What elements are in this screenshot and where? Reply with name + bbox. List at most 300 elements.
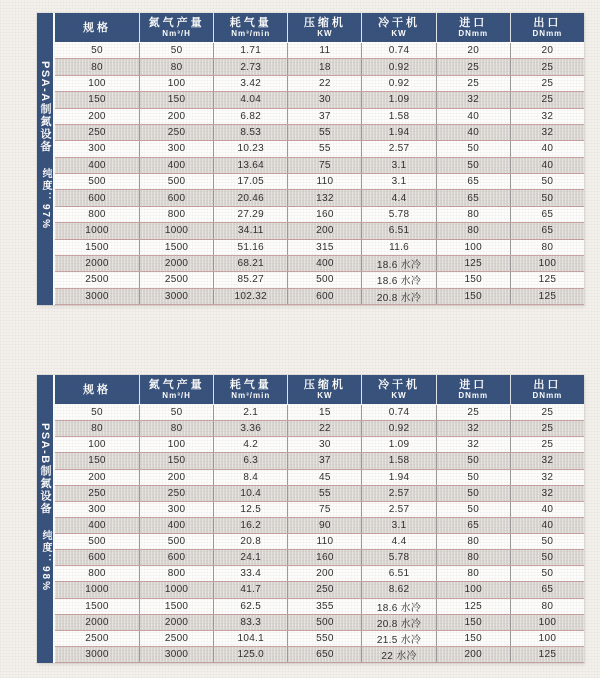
column-header-label: 规格 <box>83 21 111 34</box>
table-cell: 0.74 <box>361 405 435 420</box>
table-cell: 250 <box>287 582 361 597</box>
table-cell: 500 <box>287 615 361 630</box>
table-cell: 55 <box>287 486 361 501</box>
table-cell: 3000 <box>139 289 213 304</box>
table-cell: 50 <box>510 174 584 189</box>
table-cell: 32 <box>510 470 584 485</box>
table-cell: 8.62 <box>361 582 435 597</box>
table-cell: 125.0 <box>213 647 287 662</box>
table-row <box>55 173 584 189</box>
table-cell: 200 <box>88 471 106 483</box>
table-cell: 2000 <box>139 615 213 630</box>
equipment-name: PSA-A制氮设备 <box>39 61 51 153</box>
column-header <box>55 13 139 42</box>
table-cell: 600 <box>139 190 213 205</box>
column-header <box>361 375 435 404</box>
table-cell: 15 <box>287 405 361 420</box>
column-header-label: 氮气产量 <box>148 379 205 391</box>
table-cell: 500 <box>88 536 106 548</box>
table-cell: 18.6 水冷 <box>361 599 435 614</box>
table-cell: 110 <box>287 174 361 189</box>
table-row <box>55 157 584 173</box>
table-cell: 1000 <box>85 225 109 237</box>
table-cell: 2500 <box>85 274 109 286</box>
table-cell: 20.8 水冷 <box>361 289 435 304</box>
table-cell: 125 <box>436 256 510 271</box>
table-cell: 3000 <box>85 648 109 660</box>
table-header-row <box>55 13 584 43</box>
table-row <box>55 405 584 420</box>
table-cell: 3000 <box>139 647 213 662</box>
table-row <box>55 75 584 91</box>
table-cell: 2000 <box>85 258 109 270</box>
table-cell: 100 <box>510 631 584 646</box>
table-cell: 0.92 <box>361 421 435 436</box>
column-header-unit: DNmm <box>458 391 489 400</box>
column-header-unit: Nm³/H <box>162 29 191 38</box>
table-row <box>55 189 584 205</box>
table-cell: 110 <box>287 534 361 549</box>
table-cell: 100 <box>510 615 584 630</box>
table-row <box>55 517 584 533</box>
table-cell: 125 <box>510 272 584 287</box>
table-cell: 8.4 <box>213 470 287 485</box>
column-header-label: 出口 <box>533 17 562 29</box>
table-row <box>55 206 584 222</box>
table-cell: 150 <box>139 453 213 468</box>
table-cell: 250 <box>88 487 106 499</box>
table-cell: 80 <box>510 599 584 614</box>
table-cell: 650 <box>287 647 361 662</box>
table-cell: 65 <box>436 174 510 189</box>
table-cell: 0.92 <box>361 59 435 74</box>
table-cell: 6.51 <box>361 566 435 581</box>
table-cell: 3.1 <box>361 518 435 533</box>
table-cell: 40 <box>510 518 584 533</box>
column-header-unit: Nm³/min <box>231 391 271 400</box>
table-cell: 32 <box>510 109 584 124</box>
table-cell: 37 <box>287 109 361 124</box>
table-cell: 25 <box>510 59 584 74</box>
table-cell: 315 <box>287 240 361 255</box>
table-cell: 400 <box>88 519 106 531</box>
psa-b-sidebar <box>37 375 53 663</box>
table-row <box>55 581 584 597</box>
table-cell: 32 <box>436 92 510 107</box>
table-cell: 40 <box>510 502 584 517</box>
column-header-label: 耗气量 <box>229 379 272 391</box>
column-header-unit: KW <box>317 29 333 38</box>
table-cell: 2500 <box>139 272 213 287</box>
table-cell: 18 <box>287 59 361 74</box>
table-cell: 22 水冷 <box>361 647 435 662</box>
table-cell: 12.5 <box>213 502 287 517</box>
table-cell: 250 <box>139 125 213 140</box>
table-cell: 5.78 <box>361 550 435 565</box>
table-row <box>55 108 584 124</box>
table-cell: 102.32 <box>213 289 287 304</box>
column-header-unit: KW <box>317 391 333 400</box>
column-header-label: 规格 <box>83 383 111 396</box>
table-cell: 20.8 <box>213 534 287 549</box>
column-header <box>213 375 287 404</box>
table-cell: 55 <box>287 125 361 140</box>
table-cell: 300 <box>139 141 213 156</box>
table-cell: 1.09 <box>361 92 435 107</box>
table-cell: 24.1 <box>213 550 287 565</box>
table-cell: 80 <box>139 59 213 74</box>
table-cell: 50 <box>91 407 103 419</box>
table-cell: 6.82 <box>213 109 287 124</box>
table-cell: 33.4 <box>213 566 287 581</box>
table-cell: 3.36 <box>213 421 287 436</box>
table-cell: 160 <box>287 207 361 222</box>
table-cell: 51.16 <box>213 240 287 255</box>
column-header-label: 压缩机 <box>303 379 346 391</box>
table-cell: 25 <box>510 437 584 452</box>
table-cell: 1.94 <box>361 125 435 140</box>
table-cell: 400 <box>139 518 213 533</box>
equipment-name: PSA-B制氮设备 <box>39 423 51 515</box>
table-cell: 600 <box>287 289 361 304</box>
table-cell: 80 <box>436 550 510 565</box>
table-cell: 1500 <box>85 600 109 612</box>
table-cell: 27.29 <box>213 207 287 222</box>
table-row <box>55 598 584 614</box>
table-cell: 65 <box>510 223 584 238</box>
table-cell: 30 <box>287 92 361 107</box>
table-cell: 50 <box>139 405 213 420</box>
column-header <box>436 13 510 42</box>
table-cell: 75 <box>287 502 361 517</box>
table-cell: 25 <box>436 59 510 74</box>
table-cell: 11 <box>287 43 361 58</box>
column-header-label: 压缩机 <box>303 17 346 29</box>
table-cell: 2.57 <box>361 486 435 501</box>
table-cell: 800 <box>139 566 213 581</box>
psa-b-spec-block <box>37 375 584 663</box>
table-row <box>55 124 584 140</box>
table-cell: 600 <box>139 550 213 565</box>
column-header-unit: KW <box>391 391 407 400</box>
table-cell: 25 <box>510 76 584 91</box>
table-cell: 200 <box>88 110 106 122</box>
table-cell: 400 <box>88 159 106 171</box>
table-cell: 500 <box>139 534 213 549</box>
table-cell: 100 <box>510 256 584 271</box>
table-cell: 20.46 <box>213 190 287 205</box>
table-cell: 200 <box>287 223 361 238</box>
column-header-label: 耗气量 <box>229 17 272 29</box>
table-cell: 100 <box>88 439 106 451</box>
table-cell: 13.64 <box>213 158 287 173</box>
table-cell: 600 <box>88 192 106 204</box>
table-cell: 65 <box>436 518 510 533</box>
column-header <box>139 375 213 404</box>
column-header-label: 冷干机 <box>378 17 421 29</box>
table-cell: 1.09 <box>361 437 435 452</box>
column-header <box>510 375 584 404</box>
table-cell: 4.4 <box>361 534 435 549</box>
table-cell: 500 <box>139 174 213 189</box>
table-cell: 400 <box>287 256 361 271</box>
table-row <box>55 646 584 662</box>
psa-a-spec-block <box>37 13 584 305</box>
table-body <box>55 405 584 663</box>
table-cell: 80 <box>91 423 103 435</box>
table-cell: 500 <box>287 272 361 287</box>
table-cell: 104.1 <box>213 631 287 646</box>
table-cell: 32 <box>436 437 510 452</box>
table-cell: 125 <box>436 599 510 614</box>
table-cell: 11.6 <box>361 240 435 255</box>
table-cell: 75 <box>287 158 361 173</box>
table-cell: 2000 <box>85 616 109 628</box>
table-cell: 40 <box>436 125 510 140</box>
table-cell: 80 <box>436 207 510 222</box>
table-cell: 25 <box>510 405 584 420</box>
table-cell: 45 <box>287 470 361 485</box>
table-cell: 25 <box>510 421 584 436</box>
table-cell: 80 <box>436 223 510 238</box>
table-cell: 300 <box>88 503 106 515</box>
table-cell: 80 <box>139 421 213 436</box>
column-header-unit: Nm³/min <box>231 29 271 38</box>
table-cell: 50 <box>436 486 510 501</box>
table-cell: 600 <box>88 552 106 564</box>
table-cell: 150 <box>88 455 106 467</box>
table-cell: 37 <box>287 453 361 468</box>
table-row <box>55 222 584 238</box>
table-cell: 32 <box>510 125 584 140</box>
psa-a-spec-table <box>53 13 584 305</box>
table-cell: 65 <box>436 190 510 205</box>
table-row <box>55 271 584 287</box>
table-row <box>55 630 584 646</box>
table-cell: 2.73 <box>213 59 287 74</box>
table-cell: 8.53 <box>213 125 287 140</box>
table-row <box>55 469 584 485</box>
table-row <box>55 614 584 630</box>
table-cell: 32 <box>436 421 510 436</box>
table-cell: 150 <box>436 615 510 630</box>
table-cell: 50 <box>436 158 510 173</box>
table-cell: 21.5 水冷 <box>361 631 435 646</box>
table-cell: 1500 <box>139 240 213 255</box>
table-cell: 65 <box>510 582 584 597</box>
table-cell: 5.78 <box>361 207 435 222</box>
table-cell: 150 <box>436 631 510 646</box>
table-cell: 250 <box>139 486 213 501</box>
table-cell: 200 <box>139 109 213 124</box>
column-header-label: 出口 <box>533 379 562 391</box>
table-row <box>55 239 584 255</box>
table-cell: 6.3 <box>213 453 287 468</box>
table-cell: 65 <box>510 207 584 222</box>
table-cell: 10.4 <box>213 486 287 501</box>
table-cell: 1.71 <box>213 43 287 58</box>
column-header-label: 氮气产量 <box>148 17 205 29</box>
table-cell: 355 <box>287 599 361 614</box>
table-cell: 1000 <box>139 223 213 238</box>
table-row <box>55 565 584 581</box>
table-cell: 100 <box>88 77 106 89</box>
column-header <box>361 13 435 42</box>
table-cell: 2500 <box>85 632 109 644</box>
table-cell: 100 <box>436 240 510 255</box>
table-row <box>55 43 584 58</box>
psa-b-spec-table <box>53 375 584 663</box>
table-cell: 32 <box>510 486 584 501</box>
table-row <box>55 452 584 468</box>
column-header <box>510 13 584 42</box>
table-cell: 50 <box>510 190 584 205</box>
table-cell: 50 <box>91 45 103 57</box>
table-cell: 18.6 水冷 <box>361 272 435 287</box>
table-row <box>55 533 584 549</box>
table-cell: 300 <box>88 143 106 155</box>
table-cell: 50 <box>436 141 510 156</box>
table-cell: 100 <box>139 437 213 452</box>
table-cell: 150 <box>436 272 510 287</box>
column-header-unit: DNmm <box>532 391 563 400</box>
table-row <box>55 436 584 452</box>
table-row <box>55 91 584 107</box>
column-header <box>436 375 510 404</box>
table-cell: 2.1 <box>213 405 287 420</box>
table-cell: 40 <box>510 141 584 156</box>
table-cell: 150 <box>139 92 213 107</box>
table-cell: 25 <box>436 405 510 420</box>
table-cell: 50 <box>436 470 510 485</box>
table-cell: 3.1 <box>361 158 435 173</box>
table-cell: 50 <box>510 550 584 565</box>
table-cell: 50 <box>436 453 510 468</box>
table-cell: 0.92 <box>361 76 435 91</box>
table-cell: 40 <box>436 109 510 124</box>
table-cell: 20 <box>510 43 584 58</box>
table-cell: 55 <box>287 141 361 156</box>
column-header <box>287 375 361 404</box>
column-header <box>213 13 287 42</box>
table-row <box>55 549 584 565</box>
table-cell: 200 <box>139 470 213 485</box>
table-cell: 800 <box>88 208 106 220</box>
table-cell: 6.51 <box>361 223 435 238</box>
table-row <box>55 255 584 271</box>
table-cell: 2.57 <box>361 502 435 517</box>
table-cell: 1000 <box>139 582 213 597</box>
table-cell: 200 <box>287 566 361 581</box>
table-cell: 1500 <box>85 241 109 253</box>
table-cell: 125 <box>510 289 584 304</box>
table-cell: 62.5 <box>213 599 287 614</box>
table-cell: 150 <box>88 94 106 106</box>
table-cell: 16.2 <box>213 518 287 533</box>
table-cell: 3000 <box>85 290 109 302</box>
table-cell: 300 <box>139 502 213 517</box>
table-cell: 3.1 <box>361 174 435 189</box>
table-cell: 20.8 水冷 <box>361 615 435 630</box>
table-cell: 2.57 <box>361 141 435 156</box>
table-cell: 50 <box>510 566 584 581</box>
table-cell: 1.58 <box>361 453 435 468</box>
table-body <box>55 43 584 305</box>
table-cell: 100 <box>436 582 510 597</box>
table-cell: 41.7 <box>213 582 287 597</box>
table-cell: 100 <box>139 76 213 91</box>
table-cell: 132 <box>287 190 361 205</box>
column-header-unit: DNmm <box>458 29 489 38</box>
column-header-label: 冷干机 <box>378 379 421 391</box>
table-cell: 85.27 <box>213 272 287 287</box>
table-cell: 50 <box>436 502 510 517</box>
table-cell: 1500 <box>139 599 213 614</box>
table-row <box>55 420 584 436</box>
table-row <box>55 288 584 304</box>
table-cell: 80 <box>436 534 510 549</box>
table-cell: 800 <box>88 568 106 580</box>
table-cell: 80 <box>510 240 584 255</box>
column-header-label: 进口 <box>459 17 488 29</box>
table-cell: 17.05 <box>213 174 287 189</box>
column-header-unit: KW <box>391 29 407 38</box>
table-cell: 25 <box>510 92 584 107</box>
table-cell: 40 <box>510 158 584 173</box>
table-cell: 20 <box>436 43 510 58</box>
table-cell: 50 <box>139 43 213 58</box>
column-header-label: 进口 <box>459 379 488 391</box>
column-header <box>55 375 139 404</box>
table-cell: 2000 <box>139 256 213 271</box>
column-header <box>139 13 213 42</box>
psa-a-sidebar <box>37 13 53 305</box>
table-cell: 500 <box>88 176 106 188</box>
table-cell: 34.11 <box>213 223 287 238</box>
table-row <box>55 485 584 501</box>
purity-label: 纯度：98% <box>40 529 51 592</box>
table-cell: 4.04 <box>213 92 287 107</box>
table-cell: 68.21 <box>213 256 287 271</box>
table-header-row <box>55 375 584 405</box>
table-cell: 18.6 水冷 <box>361 256 435 271</box>
table-cell: 150 <box>436 289 510 304</box>
table-row <box>55 140 584 156</box>
table-cell: 1.58 <box>361 109 435 124</box>
table-cell: 4.2 <box>213 437 287 452</box>
column-header-unit: Nm³/H <box>162 391 191 400</box>
table-cell: 1000 <box>85 584 109 596</box>
table-row <box>55 501 584 517</box>
table-cell: 125 <box>510 647 584 662</box>
table-cell: 83.3 <box>213 615 287 630</box>
table-cell: 80 <box>91 61 103 73</box>
table-cell: 1.94 <box>361 470 435 485</box>
table-row <box>55 58 584 74</box>
table-cell: 4.4 <box>361 190 435 205</box>
table-cell: 22 <box>287 421 361 436</box>
table-cell: 30 <box>287 437 361 452</box>
table-cell: 3.42 <box>213 76 287 91</box>
table-cell: 0.74 <box>361 43 435 58</box>
column-header-unit: DNmm <box>532 29 563 38</box>
column-header <box>287 13 361 42</box>
table-cell: 22 <box>287 76 361 91</box>
table-cell: 400 <box>139 158 213 173</box>
table-cell: 25 <box>436 76 510 91</box>
table-cell: 800 <box>139 207 213 222</box>
table-cell: 10.23 <box>213 141 287 156</box>
